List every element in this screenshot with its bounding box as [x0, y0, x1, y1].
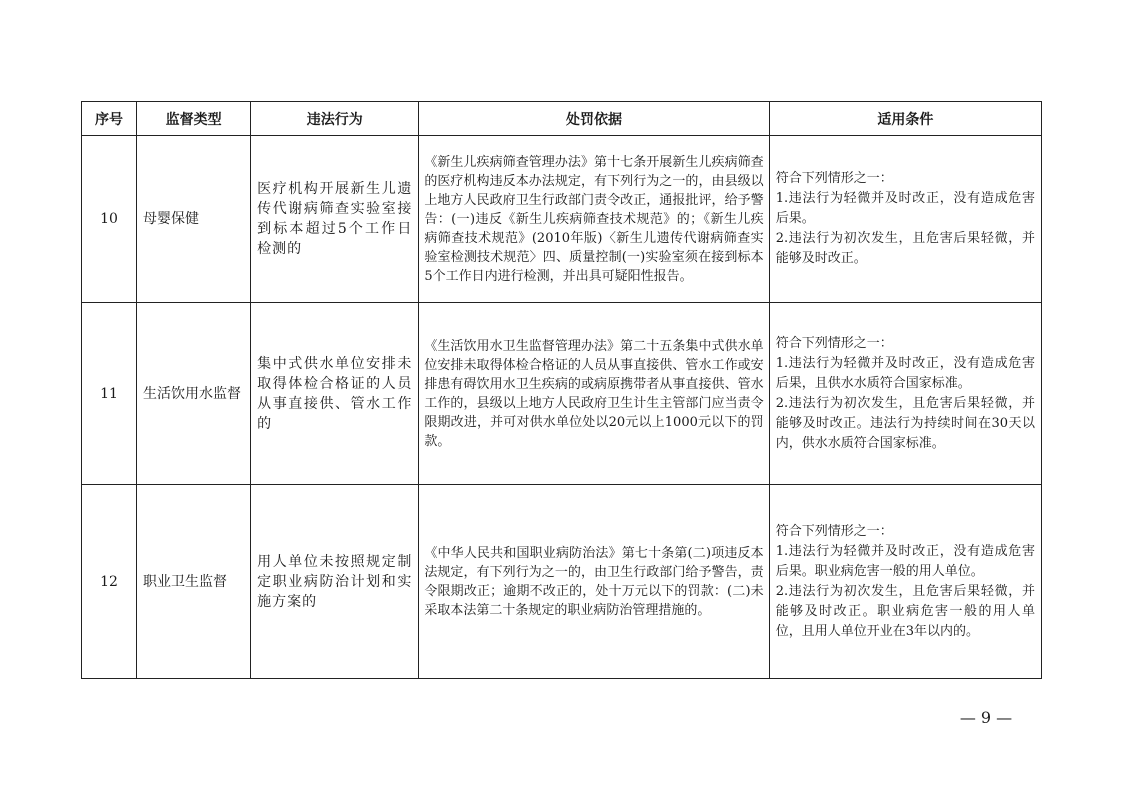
table-header-row	[82, 102, 1042, 136]
penalty-table	[81, 101, 1042, 679]
table-row	[82, 136, 1042, 303]
applicable-conditions	[769, 303, 1041, 485]
header-type: 监督类型	[137, 102, 251, 136]
penalty-basis: 《中华人民共和国职业病防治法》第七十条第(二)项违反本法规定，有下列行为之一的，由卫生行政部门给予警告，责令限期改正；逾期不改正的，处十万元以下的罚款：(二)未采取本法第二十条规定的职业病防治管理措施的。	[419, 485, 769, 679]
condition-line: 符合下列情形之一：	[775, 523, 893, 539]
header-act: 违法行为	[251, 102, 419, 136]
supervision-type: 母婴保健	[137, 136, 251, 303]
condition-line: 1.违法行为轻微并及时改正，没有造成危害后果。职业病危害一般的用人单位。	[775, 543, 1035, 579]
penalty-basis: 《生活饮用水卫生监督管理办法》第二十五条集中式供水单位安排未取得体检合格证的人员从事直接供、管水工作或安排患有碍饮用水卫生疾病的或病原携带者从事直接供、管水工作的，县级以上地方人民政府卫生计生主管部门应当责令限期改进，并可对供水单位处以20元以上1000元以下的罚款。	[419, 303, 769, 485]
condition-line: 2.违法行为初次发生，且危害后果轻微，并能够及时改正。	[775, 231, 1035, 266]
header-basis: 处罚依据	[419, 102, 769, 136]
condition-line: 符合下列情形之一：	[775, 335, 893, 351]
row-number: 11	[82, 303, 137, 485]
violation-act: 集中式供水单位安排未取得体检合格证的人员从事直接供、管水工作的	[251, 303, 419, 485]
supervision-type: 生活饮用水监督	[137, 303, 251, 485]
condition-line: 1.违法行为轻微并及时改正，没有造成危害后果。	[775, 191, 1035, 226]
header-no: 序号	[82, 102, 137, 136]
condition-line: 2.违法行为初次发生，且危害后果轻微，并能够及时改正。违法行为持续时间在30天以内，供水水质符合国家标准。	[775, 395, 1035, 451]
applicable-conditions	[769, 485, 1041, 679]
violation-act: 用人单位未按照规定制定职业病防治计划和实施方案的	[251, 485, 419, 679]
table-row	[82, 485, 1042, 679]
violation-act: 医疗机构开展新生儿遗传代谢病筛查实验室接到标本超过5个工作日检测的	[251, 136, 419, 303]
supervision-type: 职业卫生监督	[137, 485, 251, 679]
row-number: 10	[82, 136, 137, 303]
condition-line: 1.违法行为轻微并及时改正，没有造成危害后果，且供水水质符合国家标准。	[775, 355, 1035, 391]
page-number: — 9 —	[959, 708, 1013, 727]
condition-line: 2.违法行为初次发生，且危害后果轻微，并能够及时改正。职业病危害一般的用人单位，且用人单位开业在3年以内的。	[775, 583, 1035, 639]
table-row	[82, 303, 1042, 485]
row-number: 12	[82, 485, 137, 679]
applicable-conditions	[769, 136, 1041, 303]
condition-line: 符合下列情形之一：	[775, 171, 893, 186]
penalty-basis: 《新生儿疾病筛查管理办法》第十七条开展新生儿疾病筛查的医疗机构违反本办法规定，有下列行为之一的，由县级以上地方人民政府卫生行政部门责令改正，通报批评，给予警告：(一)违反《新生儿疾病筛查技术规范》的；《新生儿疾病筛查技术规范》(2010年版)〈新生儿遗传代谢病筛查实验室检测技术规范〉四、质量控制(一)实验室须在接到标本5个工作日内进行检测，并出具可疑阳性报告。	[419, 136, 769, 303]
header-condition: 适用条件	[769, 102, 1041, 136]
